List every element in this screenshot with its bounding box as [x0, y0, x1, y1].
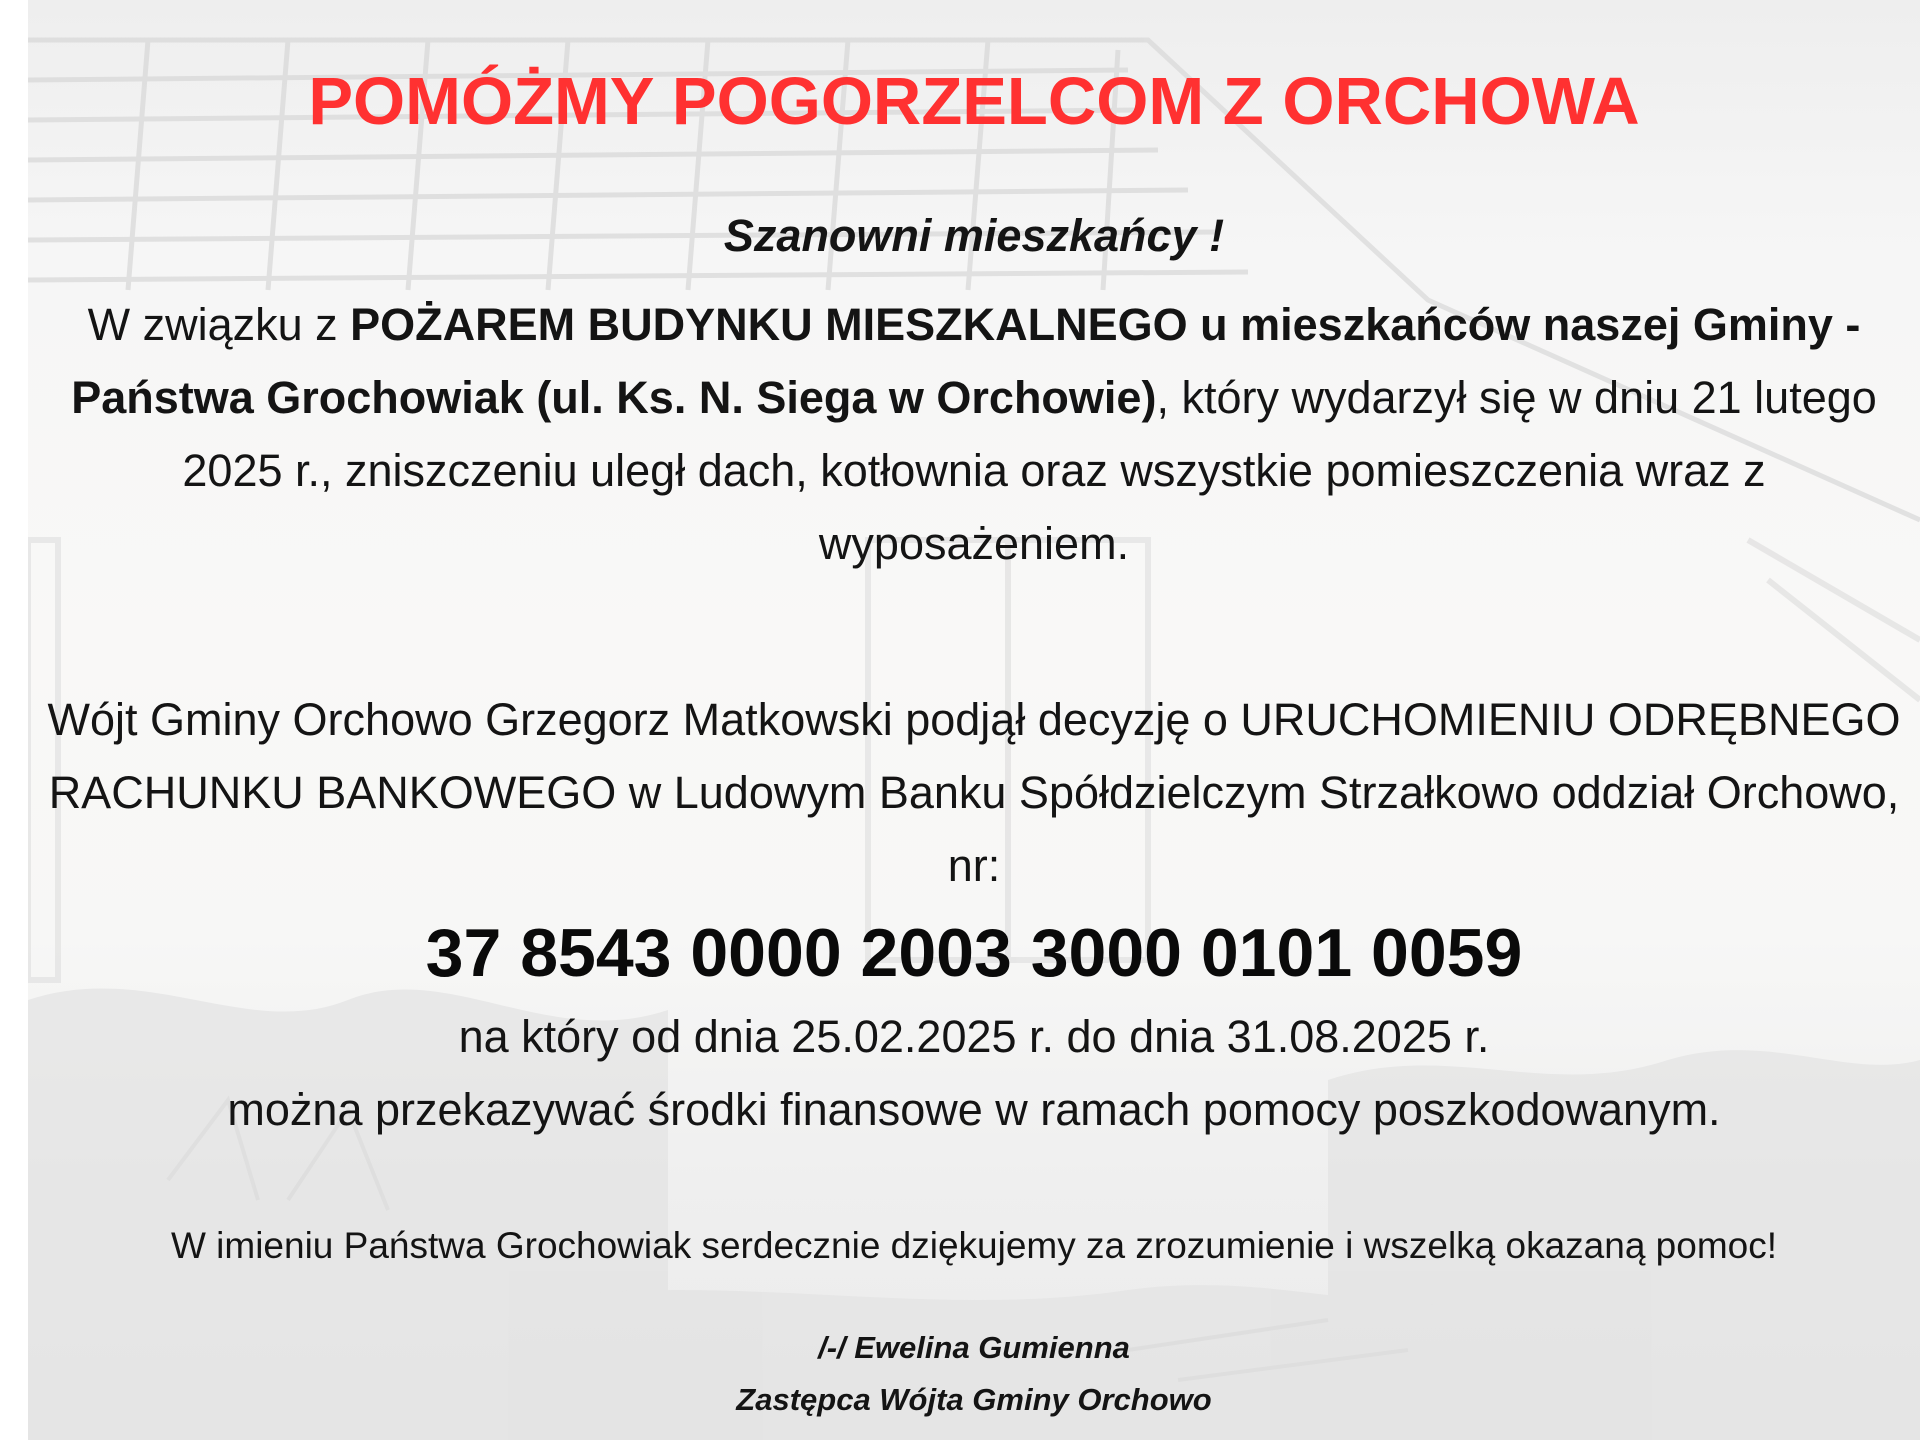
paragraph1-rest: , który wydarzył się w dniu 21 lutego 2025 r., zniszczeniu uległ dach, kotłownia oraz wszystkie pomieszczenia wraz z wyposażeniem.: [182, 372, 1877, 569]
bank-account-number: 37 8543 0000 2003 3000 0101 0059: [425, 915, 1523, 991]
donation-period-line: na który od dnia 25.02.2025 r. do dnia 31.08.2025 r.: [458, 1011, 1490, 1062]
bank-account-decision-paragraph: Wójt Gminy Orchowo Grzegorz Matkowski podjął decyzję o URUCHOMIENIU ODRĘBNEGO RACHUNKU BANKOWEGO w Ludowym Banku Spółdzielczym Strzałkowo oddział Orchowo, nr:: [47, 694, 1901, 891]
signatory-title: Zastępca Wójta Gminy Orchowo: [736, 1382, 1212, 1417]
signatory-name: /-/ Ewelina Gumienna: [818, 1330, 1130, 1365]
thanks-note: W imieniu Państwa Grochowiak serdecznie dziękujemy za zrozumienie i wszelką okazaną pomoc!: [170, 1225, 1778, 1266]
left-margin-strip: [0, 0, 28, 1440]
salutation: Szanowni mieszkańcy !: [723, 210, 1225, 261]
paragraph1-bold-text: POŻAREM BUDYNKU MIESZKALNEGO u mieszkańców naszej Gminy - Państwa Grochowiak (ul. Ks. N. Siega w Orchowie): [71, 299, 1861, 423]
signature-block: [28, 1322, 1920, 1426]
donation-period-paragraph: [28, 1000, 1920, 1146]
donation-purpose-line: można przekazywać środki finansowe w ramach pomocy poszkodowanym.: [227, 1084, 1721, 1135]
announcement-content: [28, 0, 1920, 1440]
paragraph1-intro: W związku z: [87, 299, 351, 350]
fire-incident-paragraph: [28, 288, 1920, 580]
announcement-headline: POMÓŻMY POGORZELCOM Z ORCHOWA: [308, 64, 1640, 139]
